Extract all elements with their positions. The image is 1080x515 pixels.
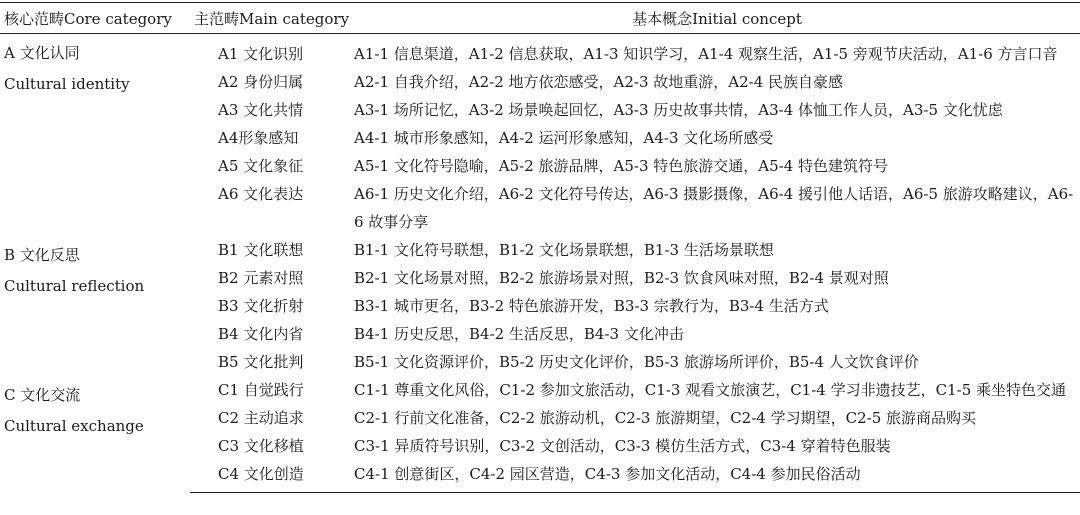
main-category-cell: C1 自觉践行 xyxy=(218,381,304,399)
initial-concept-cell: A6-1 历史文化介绍，A6-2 文化符号传达，A6-3 摄影摄像，A6-4 援引他人话语，A6-5 旅游攻略建议，A6-6 故事分享 xyxy=(354,185,1074,231)
table-row xyxy=(0,376,1080,404)
main-category-cell: A3 文化共情 xyxy=(218,101,304,119)
header-main-category: 主范畴Main category xyxy=(190,3,350,34)
core-category-chinese: C 文化交流 xyxy=(4,386,81,404)
main-category-cell: B1 文化联想 xyxy=(218,241,304,259)
initial-concept-cell: C1-1 尊重文化风俗，C1-2 参加文旅活动，C1-3 观看文旅演艺，C1-4 学习非遗技艺，C1-5 乘坐特色交通 xyxy=(354,381,1067,399)
table-body xyxy=(0,34,1080,493)
main-category-cell: A2 身份归属 xyxy=(218,73,304,91)
initial-concept-cell: A4-1 城市形象感知，A4-2 运河形象感知，A4-3 文化场所感受 xyxy=(354,129,774,147)
main-category-cell: C2 主动追求 xyxy=(218,409,304,427)
core-category-chinese: B 文化反思 xyxy=(4,246,80,264)
main-category-cell: A5 文化象征 xyxy=(218,157,304,175)
initial-concept-cell: C3-1 异质符号识别，C3-2 文创活动，C3-3 模仿生活方式，C3-4 穿着特色服装 xyxy=(354,437,891,455)
main-category-cell: A1 文化识别 xyxy=(218,45,304,63)
main-category-cell: B2 元素对照 xyxy=(218,269,304,287)
initial-concept-cell: A1-1 信息渠道，A1-2 信息获取，A1-3 知识学习，A1-4 观察生活，A1-5 旁观节庆活动，A1-6 方言口音 xyxy=(354,45,1058,63)
core-category-english: Cultural reflection xyxy=(4,277,145,295)
main-category-cell: C3 文化移植 xyxy=(218,437,304,455)
main-category-cell: B5 文化批判 xyxy=(218,353,304,371)
main-category-cell: C4 文化创造 xyxy=(190,460,350,493)
initial-concept-cell: B1-1 文化符号联想，B1-2 文化场景联想，B1-3 生活场景联想 xyxy=(354,241,774,259)
initial-concept-cell: B5-1 文化资源评价，B5-2 历史文化评价，B5-3 旅游场所评价，B5-4 人文饮食评价 xyxy=(354,353,919,371)
header-core-category: 核心范畴Core category xyxy=(0,3,190,34)
core-category-english: Cultural exchange xyxy=(4,417,144,435)
main-category-cell: A4形象感知 xyxy=(218,129,299,147)
main-category-cell: B3 文化折射 xyxy=(218,297,304,315)
initial-concept-cell: C2-1 行前文化准备，C2-2 旅游动机，C2-3 旅游期望，C2-4 学习期望，C2-5 旅游商品购买 xyxy=(354,409,977,427)
categories-table xyxy=(0,2,1080,493)
initial-concept-cell: B3-1 城市更名，B3-2 特色旅游开发，B3-3 宗教行为，B3-4 生活方式 xyxy=(354,297,829,315)
core-category-cell xyxy=(0,376,190,493)
table-header-row xyxy=(0,3,1080,34)
header-initial-concept: 基本概念Initial concept xyxy=(350,3,1080,34)
initial-concept-cell: B2-1 文化场景对照，B2-2 旅游场景对照，B2-3 饮食风味对照，B2-4 景观对照 xyxy=(354,269,889,287)
main-category-cell: A6 文化表达 xyxy=(218,185,304,203)
core-category-english: Cultural identity xyxy=(4,75,130,93)
core-category-cell xyxy=(0,34,190,237)
initial-concept-cell: B4-1 历史反思，B4-2 生活反思，B4-3 文化冲击 xyxy=(354,325,684,343)
core-category-chinese: A 文化认同 xyxy=(4,44,80,62)
initial-concept-cell: C4-1 创意街区，C4-2 园区营造，C4-3 参加文化活动，C4-4 参加民俗活动 xyxy=(350,460,1080,493)
initial-concept-cell: A5-1 文化符号隐喻，A5-2 旅游品牌，A5-3 特色旅游交通，A5-4 特色建筑符号 xyxy=(354,157,889,175)
table-row xyxy=(0,34,1080,69)
initial-concept-cell: A3-1 场所记忆，A3-2 场景唤起回忆，A3-3 历史故事共情，A3-4 体恤工作人员，A3-5 文化忧虑 xyxy=(354,101,1003,119)
table-row xyxy=(0,236,1080,264)
core-category-cell xyxy=(0,236,190,376)
main-category-cell: B4 文化内省 xyxy=(218,325,304,343)
initial-concept-cell: A2-1 自我介绍，A2-2 地方依恋感受，A2-3 故地重游，A2-4 民族自豪感 xyxy=(354,73,844,91)
